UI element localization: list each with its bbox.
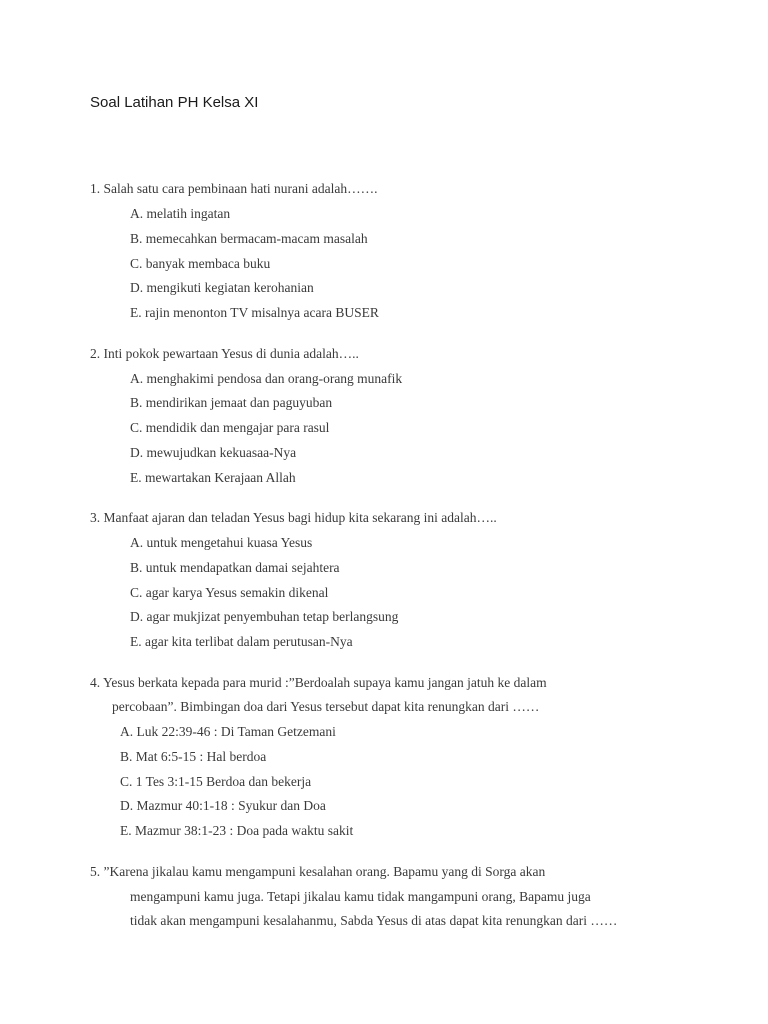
question-3-option-e: E. agar kita terlibat dalam perutusan-Nya <box>130 634 353 649</box>
document-title: Soal Latihan PH Kelsa XI <box>90 94 259 111</box>
question-5-stem-line-3: tidak akan mengampuni kesalahanmu, Sabda Yesus di atas dapat kita renungkan dari …… <box>130 913 618 928</box>
question-2-option-d: D. mewujudkan kekuasaa-Nya <box>130 445 297 460</box>
question-2-option-c: C. mendidik dan mengajar para rasul <box>130 420 330 435</box>
question-1-option-b: B. memecahkan bermacam-macam masalah <box>130 231 368 246</box>
question-3-option-b: B. untuk mendapatkan damai sejahtera <box>130 560 340 575</box>
question-1-option-a: A. melatih ingatan <box>130 206 231 221</box>
question-5-stem-line-2: mengampuni kamu juga. Tetapi jikalau kamu tidak mangampuni orang, Bapamu juga <box>130 889 591 904</box>
question-1-option-e: E. rajin menonton TV misalnya acara BUSER <box>130 305 379 320</box>
question-1-stem: 1. Salah satu cara pembinaan hati nurani adalah……. <box>90 181 378 196</box>
question-4-option-b: B. Mat 6:5-15 : Hal berdoa <box>120 749 267 764</box>
question-3-option-d: D. agar mukjizat penyembuhan tetap berlangsung <box>130 609 399 624</box>
question-4-option-e: E. Mazmur 38:1-23 : Doa pada waktu sakit <box>120 823 354 838</box>
question-3-stem: 3. Manfaat ajaran dan teladan Yesus bagi hidup kita sekarang ini adalah….. <box>90 510 497 525</box>
question-3-option-a: A. untuk mengetahui kuasa Yesus <box>130 535 313 550</box>
question-1-option-d: D. mengikuti kegiatan kerohanian <box>130 280 314 295</box>
question-4-stem-line-2: percobaan”. Bimbingan doa dari Yesus tersebut dapat kita renungkan dari …… <box>112 699 540 714</box>
question-4-option-c: C. 1 Tes 3:1-15 Berdoa dan bekerja <box>120 774 312 789</box>
question-4-stem-line-1: 4. Yesus berkata kepada para murid :”Berdoalah supaya kamu jangan jatuh ke dalam <box>90 675 547 690</box>
question-2-stem: 2. Inti pokok pewartaan Yesus di dunia adalah….. <box>90 346 359 361</box>
question-4-option-d: D. Mazmur 40:1-18 : Syukur dan Doa <box>120 798 326 813</box>
question-4-option-a: A. Luk 22:39-46 : Di Taman Getzemani <box>120 724 336 739</box>
question-2-option-a: A. menghakimi pendosa dan orang-orang munafik <box>130 371 403 386</box>
question-3-option-c: C. agar karya Yesus semakin dikenal <box>130 585 329 600</box>
question-1-option-c: C. banyak membaca buku <box>130 256 271 271</box>
question-5-stem-line-1: 5. ”Karena jikalau kamu mengampuni kesalahan orang. Bapamu yang di Sorga akan <box>90 864 546 879</box>
question-2-option-b: B. mendirikan jemaat dan paguyuban <box>130 395 333 410</box>
question-2-option-e: E. mewartakan Kerajaan Allah <box>130 470 296 485</box>
